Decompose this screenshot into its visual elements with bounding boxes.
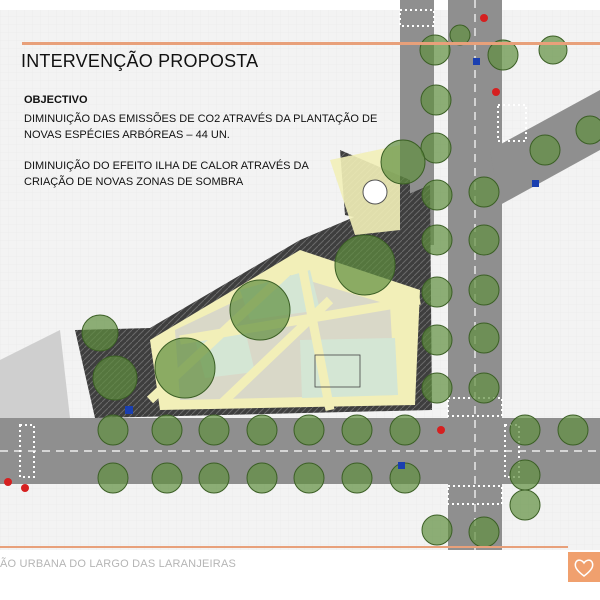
- objective-label: OBJECTIVO: [24, 94, 88, 106]
- top-divider: [22, 42, 600, 45]
- footer-caption: ÃO URBANA DO LARGO DAS LARANJEIRAS: [0, 558, 237, 570]
- heart-icon: [568, 552, 600, 582]
- objective-line-1: DIMINUIÇÃO DAS EMISSÕES DE CO2 ATRAVÉS DA PLANTAÇÃO DE: [24, 113, 378, 125]
- objective-line-3: DIMINUIÇÃO DO EFEITO ILHA DE CALOR ATRAVÉS DA: [24, 160, 309, 172]
- fountain: [363, 180, 387, 204]
- page-title: INTERVENÇÃO PROPOSTA: [21, 51, 259, 71]
- brand-logo: [568, 552, 600, 582]
- objective-line-2: NOVAS ESPÉCIES ARBÓREAS – 44 UN.: [24, 129, 230, 141]
- objective-line-4: CRIAÇÃO DE NOVAS ZONAS DE SOMBRA: [24, 176, 244, 188]
- bottom-divider: [0, 546, 568, 548]
